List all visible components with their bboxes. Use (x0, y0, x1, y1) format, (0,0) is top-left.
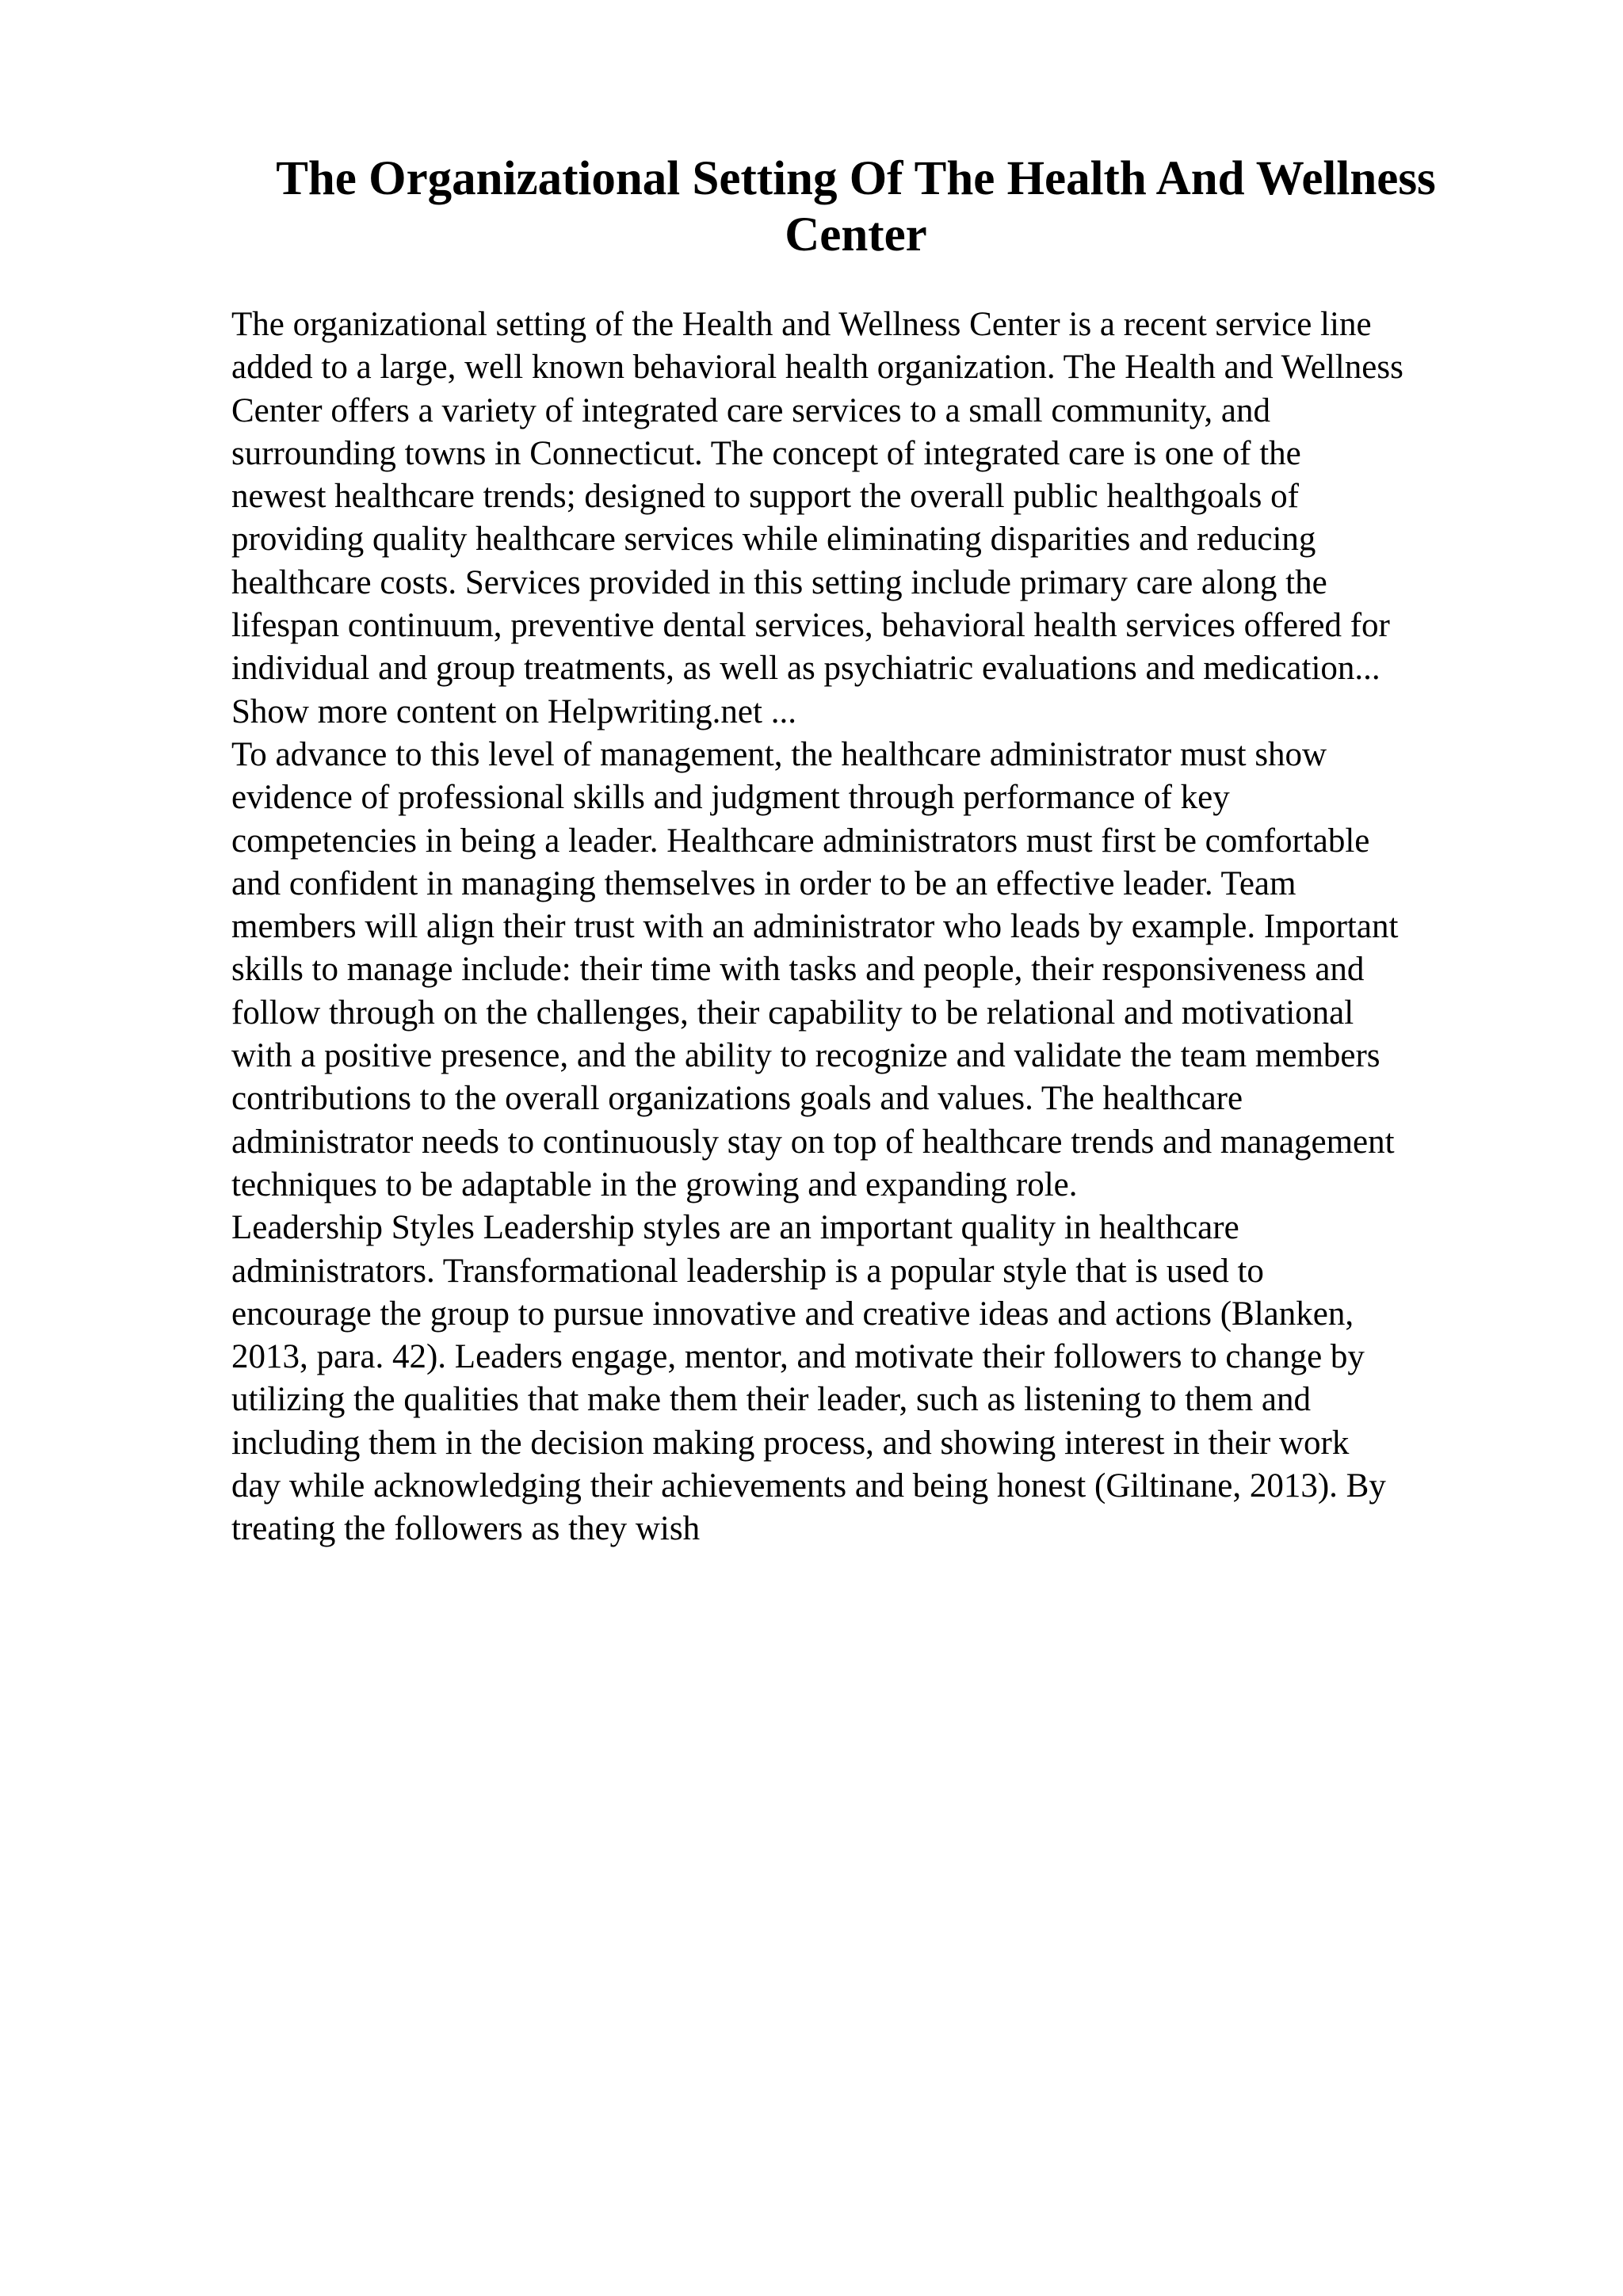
text-line: Center offers a variety of integrated care services to a small community, and (231, 391, 1270, 429)
document-title (230, 151, 1482, 263)
text-line: providing quality healthcare services while eliminating disparities and reducing (231, 521, 1316, 559)
text-line: treating the followers as they wish (231, 1510, 701, 1548)
text-line: The organizational setting of the Health and Wellness Center is a recent service line (231, 306, 1372, 343)
title-line-1: The Organizational Setting Of The Health And Wellness (276, 152, 1436, 205)
paragraph-organizational-setting (231, 303, 1507, 734)
text-line: encourage the group to pursue innovative and creative ideas and actions (Blanken, (231, 1295, 1354, 1333)
show-more-text: Show more content on Helpwriting.net ... (231, 692, 796, 730)
text-line: lifespan continuum, preventive dental services, behavioral health services offered for (231, 607, 1390, 645)
text-line: evidence of professional skills and judgment through performance of key (231, 779, 1230, 817)
text-line: Leadership Styles Leadership styles are an important quality in healthcare (231, 1209, 1239, 1247)
paragraph-management (231, 734, 1507, 1207)
text-line: surrounding towns in Connecticut. The concept of integrated care is one of the (231, 434, 1301, 472)
paragraph-leadership-styles (231, 1207, 1507, 1550)
text-line: and confident in managing themselves in order to be an effective leader. Team (231, 864, 1296, 902)
text-line: follow through on the challenges, their capability to be relational and motivational (231, 994, 1354, 1032)
text-line: newest healthcare trends; designed to support the overall public healthgoals of (231, 478, 1299, 516)
text-line: techniques to be adaptable in the growing and expanding role. (231, 1165, 1078, 1203)
text-line: administrators. Transformational leadership is a popular style that is used to (231, 1252, 1264, 1290)
text-line: To advance to this level of management, the healthcare administrator must show (231, 735, 1327, 773)
text-line: administrator needs to continuously stay on top of healthcare trends and management (231, 1123, 1395, 1161)
text-line: healthcare costs. Services provided in this setting include primary care along the (231, 563, 1327, 601)
document-body (231, 303, 1507, 1551)
text-line: day while acknowledging their achievements and being honest (Giltinane, 2013). By (231, 1467, 1386, 1505)
text-line: with a positive presence, and the ability to recognize and validate the team members (231, 1037, 1381, 1075)
text-line: contributions to the overall organizations goals and values. The healthcare (231, 1080, 1243, 1118)
text-line: members will align their trust with an administrator who leads by example. Important (231, 908, 1399, 946)
text-line: utilizing the qualities that make them their leader, such as listening to them and (231, 1381, 1311, 1419)
text-line: including them in the decision making process, and showing interest in their work (231, 1424, 1350, 1462)
text-line: added to a large, well known behavioral health organization. The Health and Wellness (231, 349, 1403, 387)
text-line: skills to manage include: their time with tasks and people, their responsiveness and (231, 951, 1365, 989)
text-line: competencies in being a leader. Healthcare administrators must first be comfortable (231, 822, 1370, 860)
title-line-2: Center (785, 208, 927, 261)
text-line: individual and group treatments, as well as psychiatric evaluations and medication... (231, 650, 1381, 688)
text-line: 2013, para. 42). Leaders engage, mentor, and motivate their followers to change by (231, 1338, 1365, 1376)
